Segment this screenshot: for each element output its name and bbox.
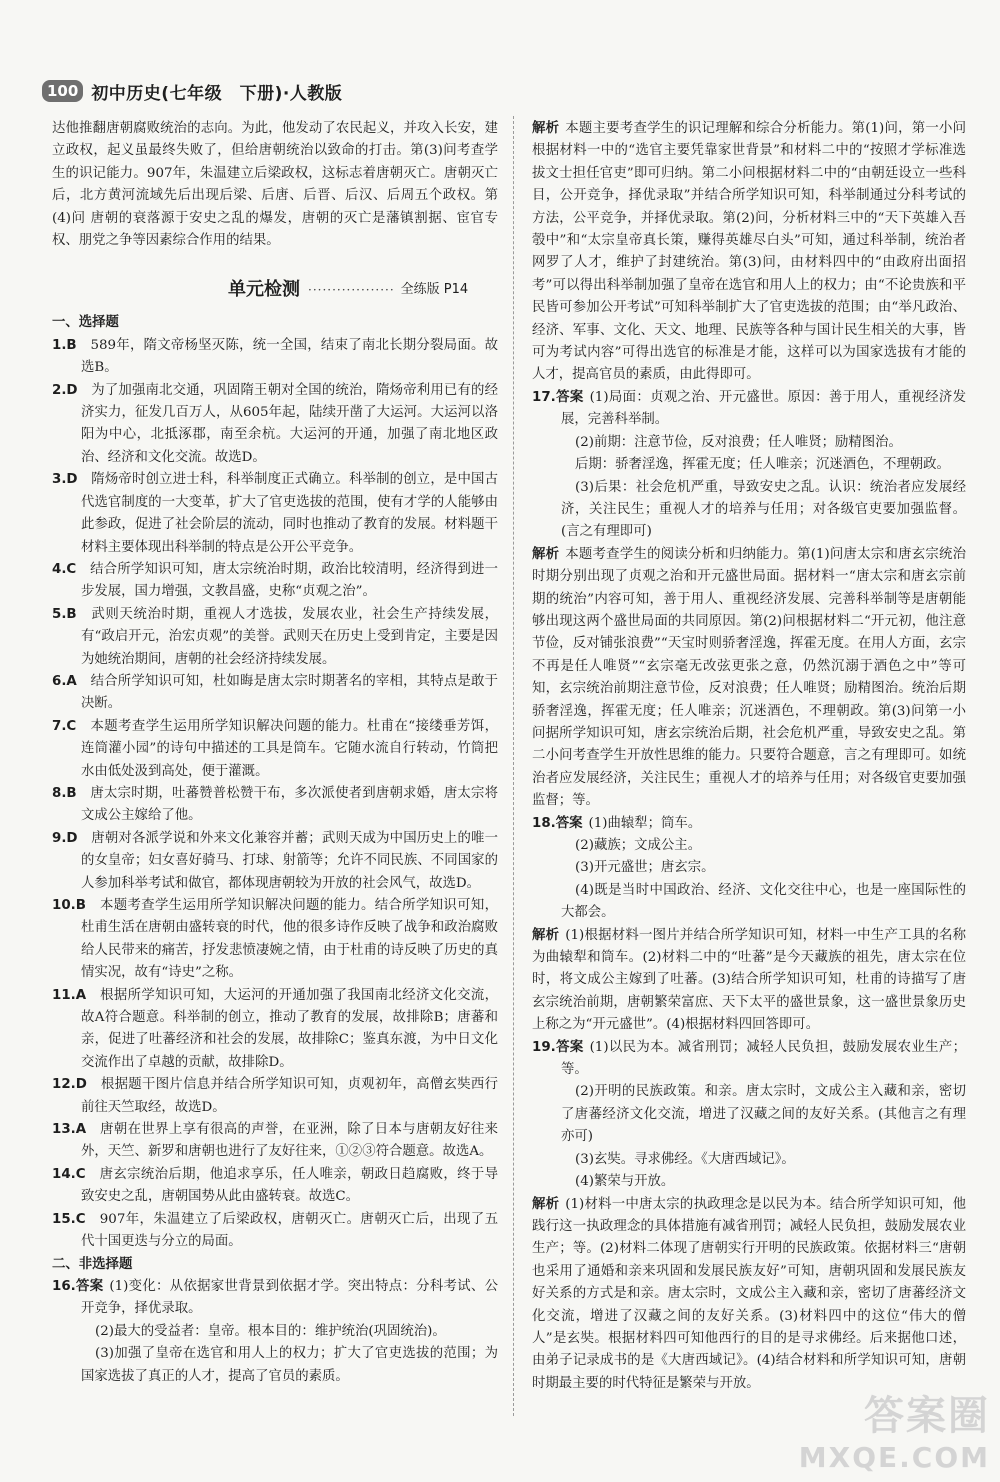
choice-item: 2.D 为了加强南北交通，巩固隋王朝对全国的统治，隋炀帝利用已有的经济实力，征发几百万人，从605年起，陆续开凿了大运河。大运河以洛阳为中心，北抵涿郡，南至余杭。大运河的开通，加强了南北地区政治、经济和文化交流。故选D。 — [52, 382, 499, 465]
choice-item: 8.B 唐太宗时期，吐蕃赞普松赞干布，多次派使者到唐朝求婚，唐太宗将文成公主嫁给了他。 — [52, 785, 498, 824]
answer-19-line: (2)开明的民族政策。和亲。唐太宗时，文成公主入藏和亲，密切了唐蕃经济文化交流，增进了汉藏之间的友好关系。(其他言之有理亦可) — [561, 1084, 966, 1145]
analysis-18: 解析 (1)根据材料一图片并结合所学知识可知，材料一中生产工具的名称为曲辕犁和筒车。(2)材料二中的“吐蕃”是今天藏族的祖先，唐太宗在位时，将文成公主嫁到了吐蕃。(3)结合所学知识可知，杜甫的诗描写了唐玄宗统治前期，唐朝繁荣富庶、天下太平的盛世景象，这一盛世景象历史上称之为“开元盛世”。(4)根据材料四回答即可。 — [532, 927, 967, 1033]
choice-item: 14.C 唐玄宗统治后期，他追求享乐，任人唯亲，朝政日趋腐败，终于导致安史之乱，唐朝国势从此由盛转衰。故选C。 — [52, 1166, 499, 1205]
section-nonchoice-heading: 二、非选择题 — [52, 1256, 133, 1272]
unit-title: 单元检测 — [228, 279, 300, 301]
answer-17-line: 后期：骄奢淫逸，挥霍无度；任人唯亲；沉迷酒色，不理朝政。 — [575, 457, 950, 473]
choice-list — [52, 335, 498, 1254]
answer-17-line: (2)前期：注意节俭，反对浪费；任人唯贤；励精图治。 — [575, 434, 902, 450]
page-number: 100 — [42, 80, 83, 102]
answer-18-line: (2)藏族；文成公主。 — [575, 838, 702, 853]
watermark — [799, 1384, 990, 1474]
choice-item: 6.A 结合所学知识可知，杜如晦是唐太宗时期著名的宰相，其特点是敢于决断。 — [52, 673, 499, 712]
choice-item: 9.D 唐朝对各派学说和外来文化兼容并蓄；武则天成为中国历史上的唯一的女皇帝；妇女喜好骑马、打球、射箭等；允许不同民族、不同国家的人参加科举考试和做官，都体现唐朝较为开放的社会风气，故选D。 — [52, 830, 499, 891]
choice-item: 10.B 本题考查学生运用所学知识解决问题的能力。结合所学知识可知，杜甫生活在唐朝由盛转衰的时代，他的很多诗作反映了战争和政治腐败给人民带来的痛苦，抒发悲愤凄婉之情，由于杜甫的诗反映了历史的真情实况，故有“诗史”之称。 — [52, 898, 499, 981]
choice-item: 13.A 唐朝在世界上享有很高的声誉，在亚洲，除了日本与唐朝友好往来外，天竺、新罗和唐朝也进行了友好往来，①②③符合题意。故选A。 — [52, 1122, 499, 1160]
unit-reference: 全练版 P14 — [400, 282, 469, 298]
section-choice-heading: 一、选择题 — [52, 315, 119, 331]
unit-dots: ·················· — [308, 283, 395, 298]
analysis-16: 解析 本题主要考查学生的识记理解和综合分析能力。第(1)问，第一小问根据材料一中的“选官主要凭靠家世背景”和材料二中的“按照才学标准选拔文士担任官吏”即可归纳。第二小问根据材料二中的“由朝廷设立一些科目，公开竞争，择优录取”并结合所学知识可知，科举制通过分科考试的方法，公平竞争，并择优录取。第(2)问，分析材料三中的“天下英雄入吾彀中”和“太宗皇帝真长策，赚得英雄尽白头”可知，通过科举制，统治者网罗了人才，维护了封建统治。第(3)问，由材料四中的“由政府出面招考”可以得出科举制加强了皇帝在选官和用人上的权力；由“不论贵族和平民皆可参加公开考试”可知科举制扩大了官吏选拔的范围；由“举凡政治、经济、军事、文化、天文、地理、民族等各种与国计民生相关的大事，皆可为考试内容”可得出选官的标准是才能，这样可以为国家选拔有才能的人才，提高官员的素质，由此得即可。 — [532, 121, 967, 383]
answer-16-line: (2)最大的受益者：皇帝。根本目的：维护统治(巩固统治)。 — [95, 1323, 446, 1339]
intro-paragraph: 达他推翻唐朝腐败统治的志向。为此，他发动了农民起义，并攻入长安，建立政权，起义虽最终失败了，但给唐朝统治以致命的打击。第(3)问考查学生的识记能力。907年，朱温建立后梁政权，这标志着唐朝灭亡。唐朝灭亡后，北方黄河流域先后出现后梁、后唐、后晋、后汉、后周五个政权。第(4)问 唐朝的衰落源于安史之乱的爆发，唐朝的灭亡是藩镇割据、宦官专权、朋党之争等因素综合作用的结果。 — [52, 121, 498, 249]
answer-19-line: (4)繁荣与开放。 — [575, 1174, 675, 1190]
answer-19: 19.答案 (1)以民为本。减省刑罚；减轻人民负担，鼓励发展农业生产；等。 — [532, 1039, 966, 1078]
right-column — [532, 118, 966, 1395]
choice-item: 11.A 根据所学知识可知，大运河的开通加强了我国南北经济文化交流，故A符合题意。科举制的创立，推动了教育的发展，故排除B；唐蕃和亲，促进了吐蕃经济和社会的发展，故排除C；鉴真东渡，为中日文化交流作出了卓越的贡献，故排除D。 — [52, 987, 499, 1070]
answer-18: 18.答案 (1)曲辕犁；筒车。 — [532, 815, 702, 831]
answer-17-line: (3)后果：社会危机严重，导致安史之乱。认识：统治者应发展经济，关注民生；重视人才的培养与任用；对各级官吏要加强监督。(言之有理即可) — [561, 479, 966, 540]
choice-item: 12.D 根据题干图片信息并结合所学知识可知，贞观初年，高僧玄奘西行前往天竺取经，故选D。 — [52, 1077, 499, 1115]
choice-item: 3.D 隋炀帝时创立进士科，科举制度正式确立。科举制的创立，是中国古代选官制度的一大变革，扩大了官吏选拔的范围，使有才学的人能够由此参政，促进了社会阶层的流动，同时也推动了教育的发展。材料题干材料主要体现出科举制的特点是公开公平竞争。 — [52, 472, 499, 555]
page-header — [42, 78, 342, 104]
answer-18-line: (3)开元盛世；唐玄宗。 — [575, 860, 715, 876]
unit-test-heading — [52, 272, 498, 308]
answer-17: 17.答案 (1)局面：贞观之治、开元盛世。原因：善于用人，重视经济发展，完善科举制。 — [532, 389, 966, 428]
choice-item: 15.C 907年，朱温建立了后梁政权，唐朝灭亡。唐朝灭亡后，出现了五代十国更迭与分立的局面。 — [52, 1211, 498, 1250]
watermark-line2: MXQE.COM — [798, 1441, 990, 1474]
choice-item: 5.B 武则天统治时期，重视人才选拔，发展农业，社会生产持续发展，有“政启开元，治宏贞观”的美誉。武则天在历史上受到肯定，主要是因为她统治期间，唐朝的社会经济持续发展。 — [52, 606, 498, 667]
answer-19-line: (3)玄奘。寻求佛经。《大唐西域记》。 — [575, 1151, 795, 1167]
choice-item: 4.C 结合所学知识可知，唐太宗统治时期，政治比较清明，经济得到进一步发展，国力增强，文教昌盛，史称“贞观之治”。 — [52, 561, 499, 600]
answer-16-line: (3)加强了皇帝在选官和用人上的权力；扩大了官吏选拔的范围；为国家选拔了真正的人才，提高了官员的素质。 — [81, 1346, 498, 1384]
column-divider — [513, 116, 514, 1416]
watermark-line1: 答案圈 — [864, 1393, 990, 1439]
answer-16: 16.答案 (1)变化：从依据家世背景到依据才学。突出特点：分科考试、公开竞争，择优录取。 — [52, 1278, 498, 1317]
answer-18-line: (4)既是当时中国政治、经济、文化交往中心，也是一座国际性的大都会。 — [561, 882, 966, 921]
choice-item: 7.C 本题考查学生运用所学知识解决问题的能力。杜甫在“接缕垂芳饵，连筒灌小园”的诗句中描述的工具是筒车。它随水流自行转动，竹筒把水由低处汲到高处，便于灌溉。 — [52, 718, 499, 779]
book-title: 初中历史(七年级 下册)·人教版 — [91, 83, 343, 104]
analysis-17: 解析 本题考查学生的阅读分析和归纳能力。第(1)问唐太宗和唐玄宗统治时期分别出现了贞观之治和开元盛世局面。据材料一“唐太宗和唐玄宗前期的统治”内容可知，善于用人、重视经济发展、完善科举制等是唐朝能够出现这两个盛世局面的共同原因。第(2)问根据材料二“开元初，他注意节俭，反对铺张浪费”“天宝时则骄奢淫逸，挥霍无度。在用人方面，玄宗不再是任人唯贤”“玄宗毫无改弦更张之意，仍然沉溺于酒色之中”等可知，玄宗统治前期注意节俭，反对浪费；任人唯贤；励精图治。统治后期骄奢淫逸，挥霍无度；任人唯亲；沉迷酒色，不理朝政。第(3)问第一小问据所学知识可知，唐玄宗统治后期，社会危机严重，导致安史之乱。第二小问考查学生开放性思维的能力。只要符合题意，言之有理即可。如统治者应发展经济，关注民生；重视人才的培养与任用；对各级官吏要加强监督；等。 — [532, 546, 967, 809]
analysis-19: 解析 (1)材料一中唐太宗的执政理念是以民为本。结合所学知识可知，他践行这一执政理念的具体措施有减省刑罚；减轻人民负担，鼓励发展农业生产；等。(2)材料二体现了唐朝实行开明的民族政策。依据材料三“唐朝也采用了通婚和亲来巩固和发展民族友好”可知，唐朝巩固和发展民族友好关系的方式是和亲。唐太宗时，文成公主入藏和亲，密切了唐蕃经济文化交流，增进了汉藏之间的友好关系。(3)材料四中的这位“伟大的僧人”是玄奘。根据材料四可知他西行的目的是寻求佛经。后来据他口述，由弟子记录成书的是《大唐西域记》。(4)结合材料和所学知识可知，唐朝时期最主要的时代特征是繁荣与开放。 — [532, 1196, 967, 1391]
choice-item: 1.B 589年，隋文帝杨坚灭陈，统一全国，结束了南北长期分裂局面。故选B。 — [52, 337, 498, 376]
left-column — [52, 118, 498, 1388]
